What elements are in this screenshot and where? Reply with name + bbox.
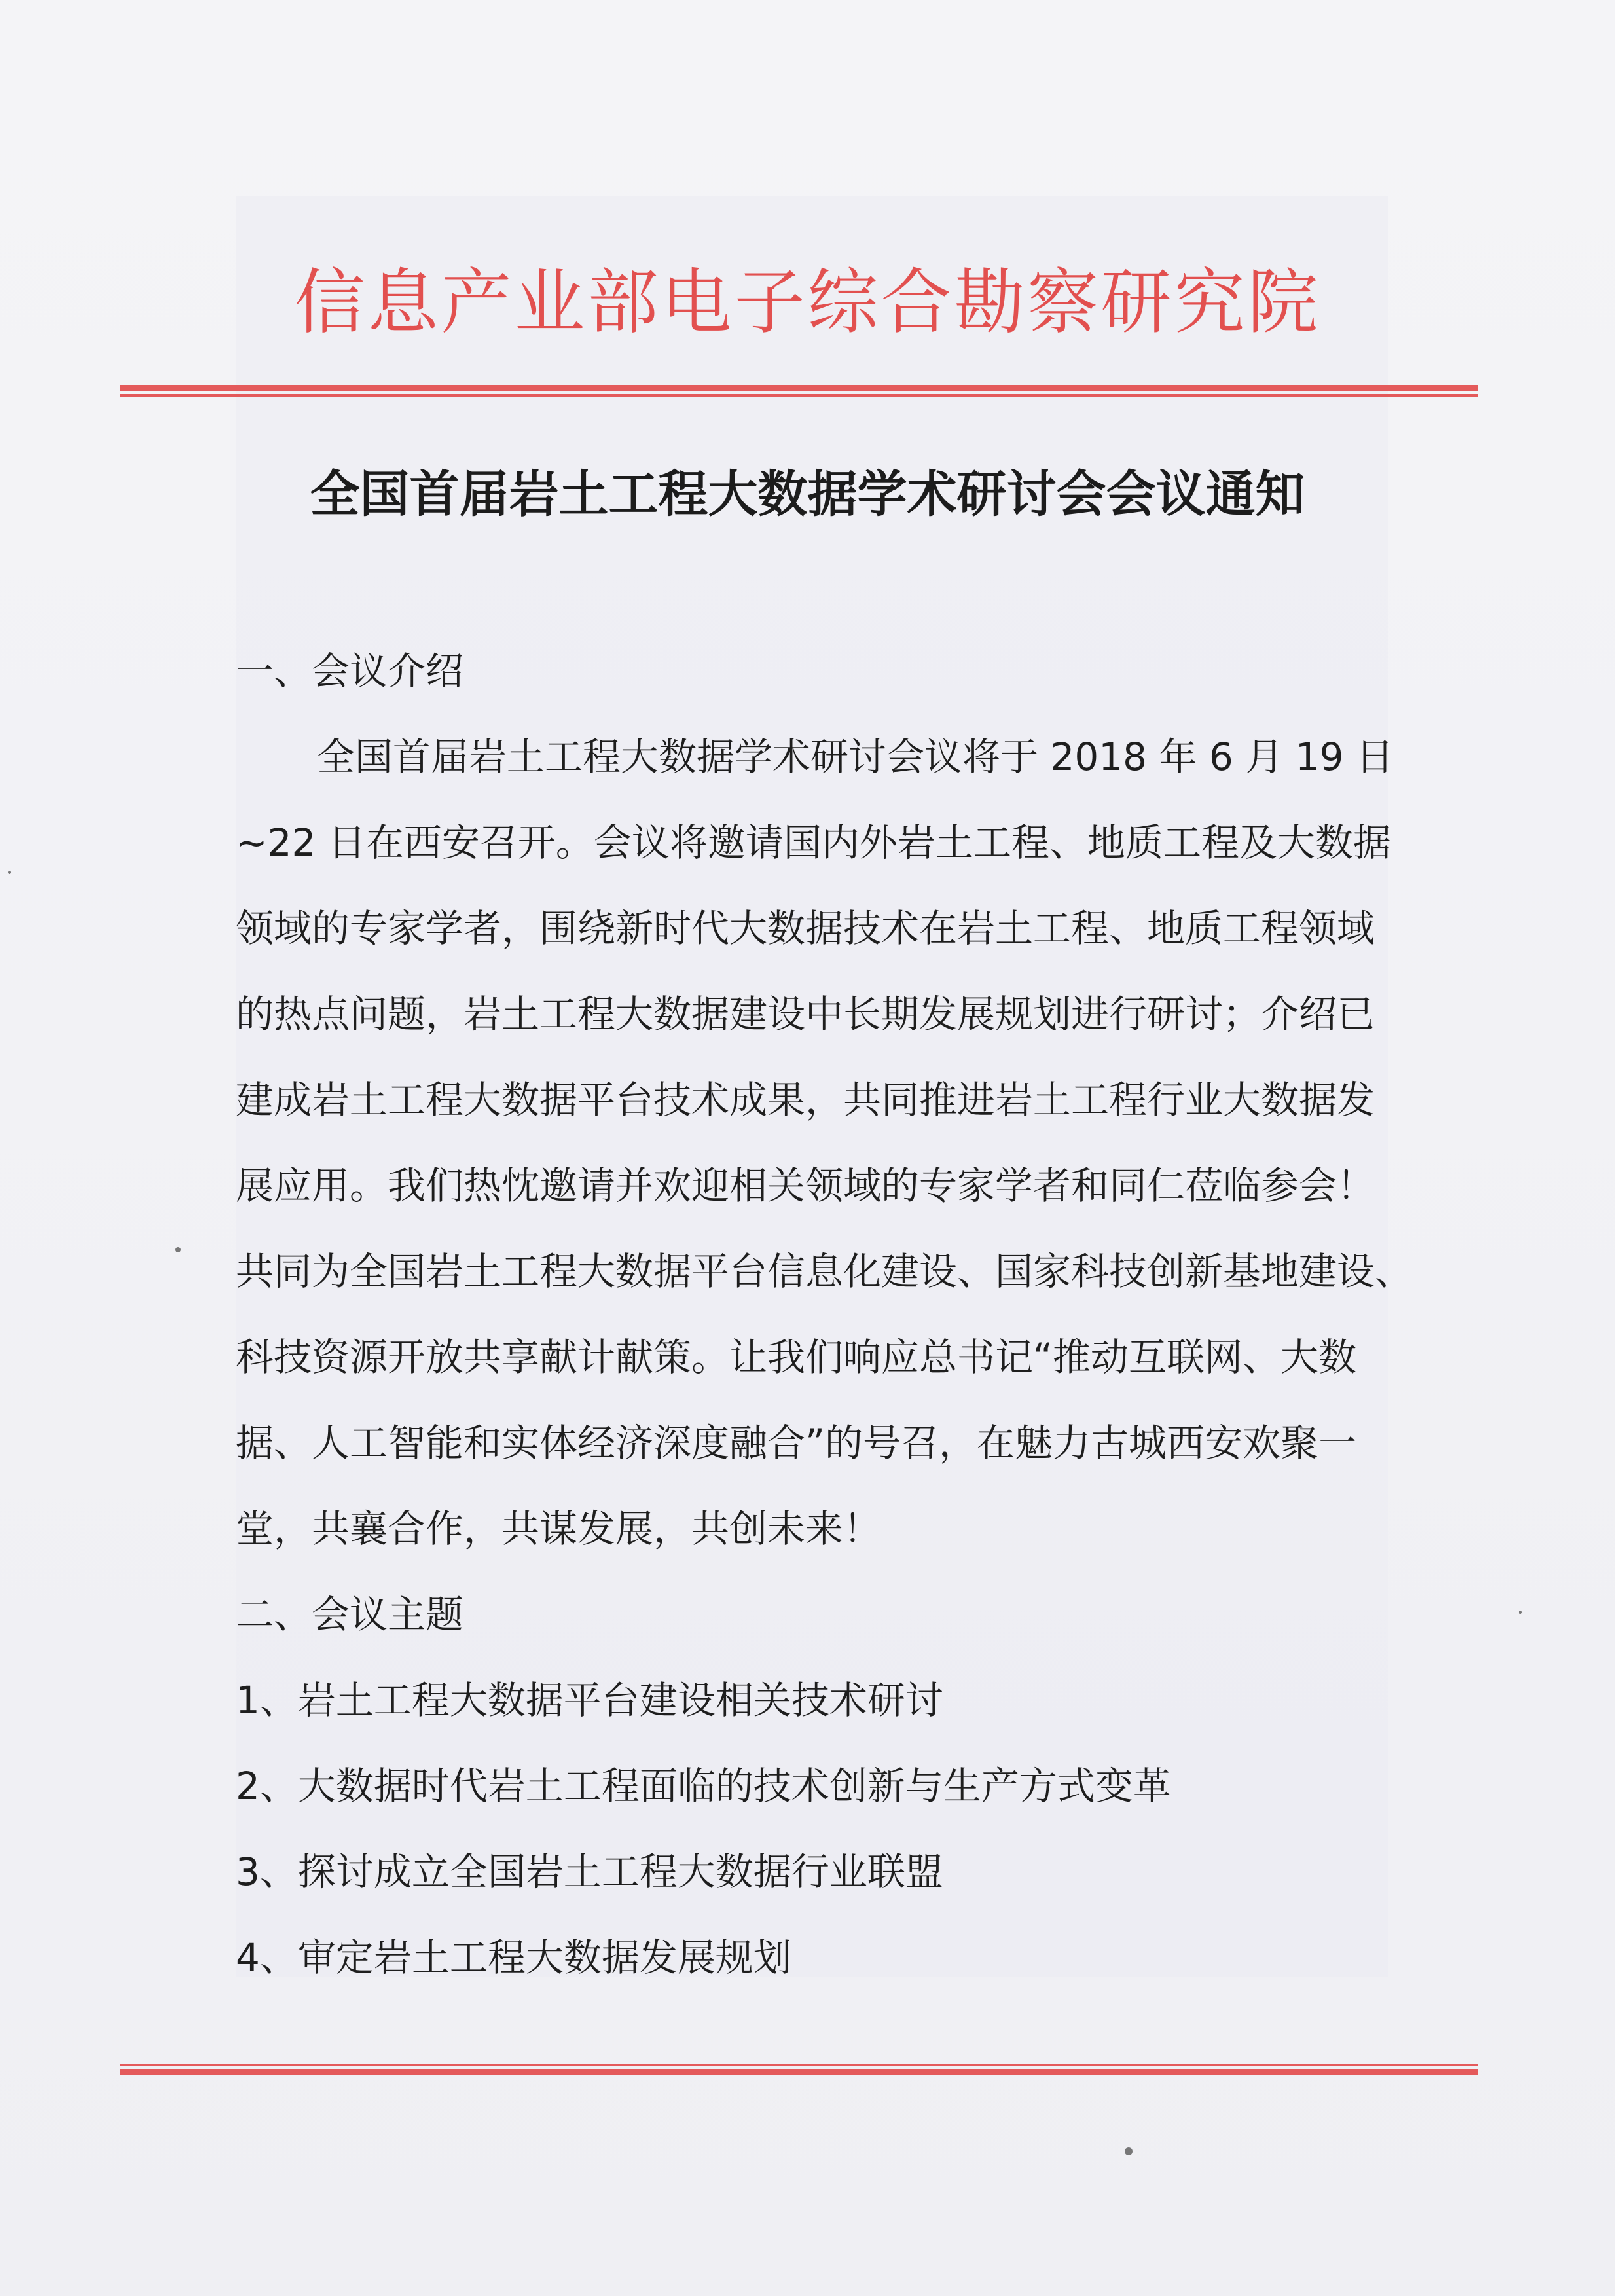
footer-divider [120, 2064, 1478, 2075]
paragraph-line: 共同为全国岩土工程大数据平台信息化建设、国家科技创新基地建设、 [236, 1249, 1413, 1294]
scan-speck [1519, 1611, 1522, 1614]
paragraph-line: 展应用。我们热忱邀请并欢迎相关领域的专家学者和同仁莅临参会！ [236, 1163, 1375, 1208]
letterhead-divider [120, 385, 1478, 397]
letterhead-title: 信息产业部电子综合勘察研究院 [294, 262, 1321, 344]
theme-item: 1、岩土工程大数据平台建设相关技术研讨 [236, 1678, 943, 1722]
paragraph-line: 全国首届岩土工程大数据学术研讨会议将于 2018 年 6 月 19 日 [317, 735, 1394, 779]
paragraph-line: 科技资源开放共享献计献策。让我们响应总书记“推动互联网、大数 [236, 1335, 1357, 1379]
divider-thick-line [120, 385, 1478, 391]
theme-item: 2、大数据时代岩土工程面临的技术创新与生产方式变革 [236, 1764, 1171, 1808]
divider-thin-line [120, 2064, 1478, 2066]
paragraph-line: 建成岩土工程大数据平台技术成果，共同推进岩土工程行业大数据发 [236, 1078, 1375, 1122]
scan-speck [1125, 2147, 1133, 2155]
notice-body [236, 629, 1413, 2001]
paragraph-line: 堂，共襄合作，共谋发展，共创未来！ [236, 1506, 882, 1551]
scan-speck [8, 871, 11, 874]
section2-heading: 二、会议主题 [236, 1592, 464, 1637]
notice-title: 全国首届岩土工程大数据学术研讨会会议通知 [310, 465, 1305, 523]
paragraph-line: 领域的专家学者，围绕新时代大数据技术在岩土工程、地质工程领域 [236, 906, 1375, 951]
theme-item: 3、探讨成立全国岩土工程大数据行业联盟 [236, 1850, 943, 1894]
paragraph-line: ~22 日在西安召开。会议将邀请国内外岩土工程、地质工程及大数据 [236, 820, 1391, 865]
paragraph-line: 的热点问题，岩土工程大数据建设中长期发展规划进行研讨；介绍已 [236, 992, 1375, 1036]
paragraph-line: 据、人工智能和实体经济深度融合”的号召，在魅力古城西安欢聚一 [236, 1421, 1357, 1465]
divider-thin-line [120, 394, 1478, 397]
theme-item: 4、审定岩土工程大数据发展规划 [236, 1935, 791, 1980]
divider-thick-line [120, 2069, 1478, 2075]
section1-heading: 一、会议介绍 [236, 649, 464, 693]
scan-speck [175, 1247, 181, 1252]
